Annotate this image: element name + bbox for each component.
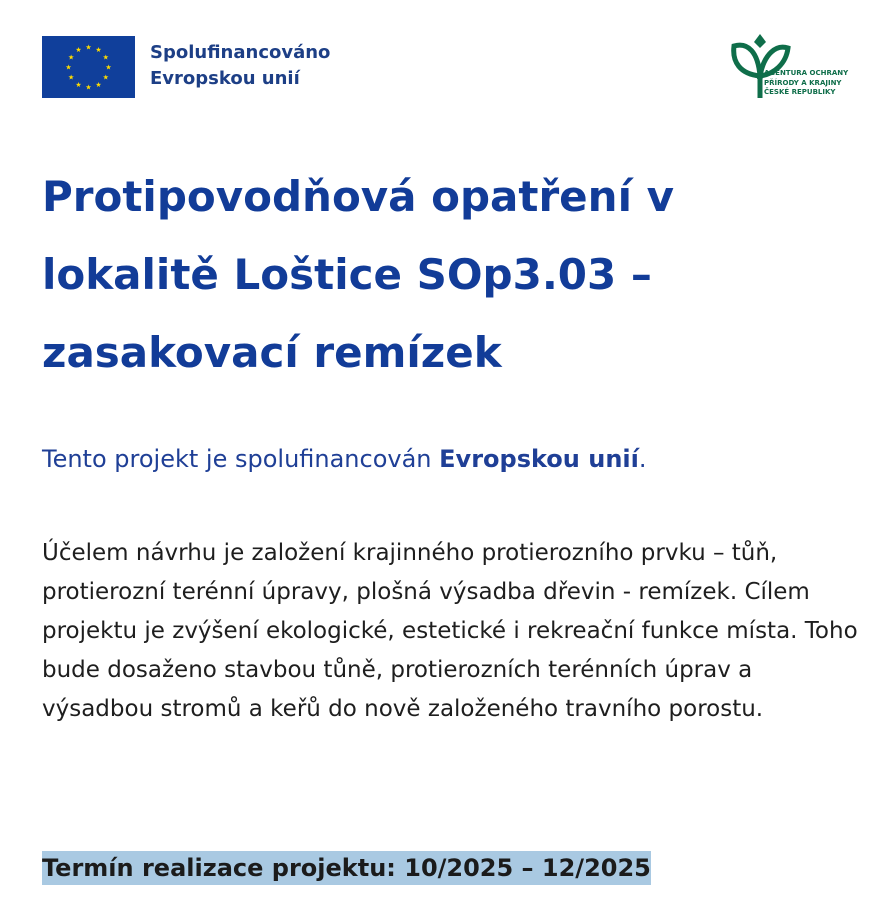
eu-star-icon: ★ [95, 80, 102, 89]
eu-label-line1: Spolufinancováno [150, 42, 331, 63]
eu-star-icon: ★ [75, 46, 82, 55]
intro-suffix: . [638, 445, 647, 473]
eu-star-icon: ★ [85, 43, 92, 52]
aopk-line1: AGENTURA OCHRANY [764, 69, 849, 77]
cofinancing-statement [42, 445, 647, 473]
aopk-line3: ČESKÉ REPUBLIKY [764, 88, 836, 96]
eu-cofinanced-label [150, 40, 330, 92]
eu-star-icon: ★ [75, 80, 82, 89]
eu-star-icon: ★ [95, 46, 102, 55]
eu-star-icon: ★ [68, 73, 75, 82]
eu-label-line2: Evropskou unií [150, 68, 300, 89]
intro-bold: Evropskou unií [439, 445, 639, 473]
intro-prefix: Tento projekt je spolufinancován [42, 445, 440, 473]
eu-star-icon: ★ [85, 83, 92, 92]
eu-star-icon: ★ [65, 63, 72, 72]
eu-star-icon: ★ [102, 53, 109, 62]
aopk-line2: PŘÍRODY A KRAJINY [764, 78, 842, 87]
project-term-highlight: Termín realizace projektu: 10/2025 – 12/2025 [42, 851, 651, 885]
eu-flag-logo [42, 36, 135, 98]
eu-star-icon: ★ [102, 73, 109, 82]
aopk-logo-text [764, 69, 848, 98]
eu-star-icon: ★ [105, 63, 112, 72]
project-description: Účelem návrhu je založení krajinného protierozního prvku – tůň, protierozní terénní úpravy, plošná výsadba dřevin - remízek. Cílem projektu je zvýšení ekologické, estetické i rekreační funkce místa. Toho bude dosaženo stavbou tůně, protierozních terénních úprav a výsadbou stromů a keřů do nově založeného travního porostu. [42, 540, 858, 722]
page-title: Protipovodňová opatření v lokalitě Loštice SOp3.03 – zasakovací remízek [42, 172, 674, 377]
eu-star-icon: ★ [68, 53, 75, 62]
